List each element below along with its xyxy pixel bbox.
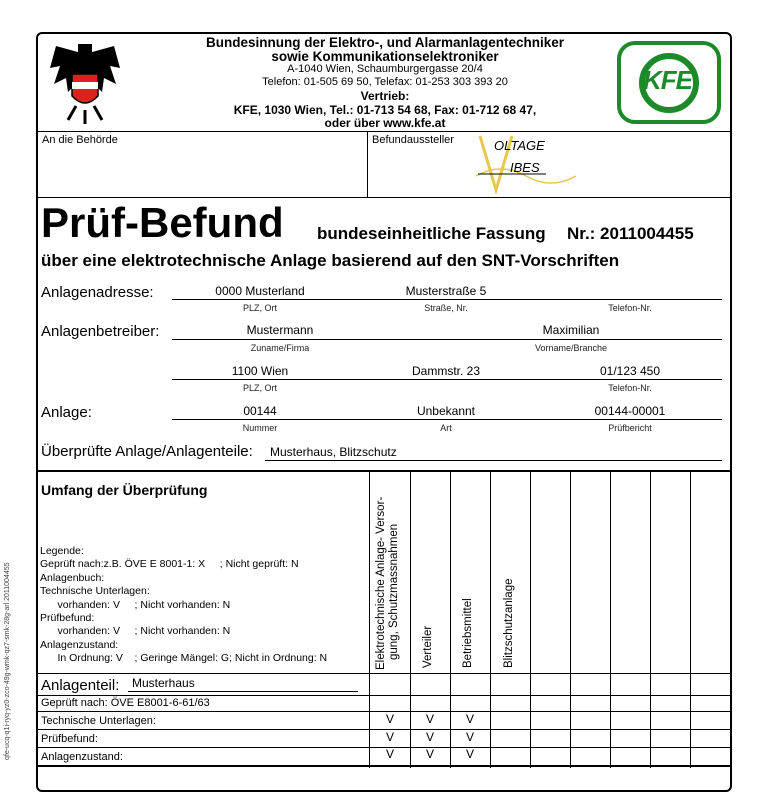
checked-parts-value: Musterhaus, Blitzschutz [270, 445, 397, 459]
anlage-label: Anlage: [41, 404, 92, 421]
address-caption-street: Straße, Nr. [424, 303, 468, 313]
anlage-caption-type: Art [440, 423, 452, 433]
kfe-logo-text: KFE [643, 65, 692, 95]
header-line2: sowie Kommunikationselektroniker [271, 49, 499, 64]
anlage-type: Unbekannt [416, 404, 476, 418]
legend-line: Geprüft nach:z.B. ÖVE E 8001-1: X ; Nicht geprüft: N [40, 558, 299, 571]
legend-line: Technische Unterlagen: [40, 585, 150, 598]
header-line7: oder über www.kfe.at [324, 116, 446, 130]
legend-line: Prüfbefund: [40, 612, 95, 625]
austrian-coat-of-arms-icon [46, 40, 124, 131]
issuer-logo-line2: IBES [510, 160, 540, 175]
anlagenteil-value: Musterhaus [132, 676, 195, 690]
authority-label: An die Behörde [42, 134, 118, 146]
row-mark: V [465, 712, 474, 726]
column-header-lightning: Blitzschutzanlage [503, 578, 515, 668]
anlage-caption-number: Nummer [242, 423, 278, 433]
operator-caption-phone: Telefon-Nr. [608, 383, 652, 393]
legend-line: Anlagenbuch: [40, 571, 105, 584]
title-number: Nr.: 2011004455 [567, 224, 694, 243]
column-header-line: gung, Schutzmassnahmen [388, 523, 401, 660]
anlage-caption-report: Prüfbericht [608, 423, 652, 433]
document-title: Prüf-Befund [41, 199, 284, 246]
anlage-number: 00144 [243, 404, 277, 418]
operator-street: Dammstr. 23 [411, 364, 480, 378]
address-caption-phone: Telefon-Nr. [608, 303, 652, 313]
row-label: Anlagenzustand: [41, 751, 123, 763]
row-mark: V [425, 712, 434, 726]
row-mark: V [465, 747, 474, 761]
address-plz-ort: 0000 Musterland [215, 284, 305, 298]
legend-line: Anlagenzustand: [40, 638, 119, 651]
column-header-equipment: Betriebsmittel [462, 598, 474, 668]
header-line3: A-1040 Wien, Schaumburgergasse 20/4 [287, 63, 483, 75]
header-line4: Telefon: 01-505 69 50, Telefax: 01-253 303 393 20 [262, 76, 508, 88]
operator-plz-ort: 1100 Wien [231, 364, 289, 378]
side-serial-text: qfe-ucq-q1i-ryq-yz0-zco-49g-wmk-qz7-smk-28g-arl 2011004455 [4, 562, 11, 760]
row-mark: V [385, 712, 394, 726]
address-street: Musterstraße 5 [405, 284, 487, 298]
operator-phone: 01/123 450 [599, 364, 661, 378]
row-mark: V [465, 730, 474, 744]
scope-legend [40, 545, 327, 666]
title-subtitle: über eine elektrotechnische Anlage basierend auf den SNT-Vorschriften [41, 251, 620, 270]
operator-label: Anlagenbetreiber: [41, 323, 160, 340]
legend-line: Legende: [40, 545, 84, 557]
column-header-electrical [375, 497, 401, 670]
anlagenteil-label: Anlagenteil: [41, 677, 120, 694]
row-label: Technische Unterlagen: [41, 715, 156, 727]
issuer-label: Befundaussteller [372, 134, 454, 146]
row-label: Geprüft nach: ÖVE E8001-6-61/63 [41, 697, 210, 709]
issuer-logo [476, 132, 576, 194]
kfe-logo [617, 41, 721, 124]
checked-parts-label: Überprüfte Anlage/Anlagenteile: [41, 443, 253, 460]
anlage-report: 00144-00001 [594, 404, 666, 418]
row-mark: V [425, 730, 434, 744]
row-mark: V [385, 730, 394, 744]
address-caption-plz: PLZ, Ort [242, 303, 277, 313]
header-line1: Bundesinnung der Elektro-, und Alarmanlagentechniker [205, 35, 565, 50]
legend-line: In Ordnung: V ; Geringe Mängel: G; Nicht in Ordnung: N [40, 652, 328, 665]
operator-caption-surname: Zuname/Firma [250, 343, 310, 353]
legend-line: vorhanden: V ; Nicht vorhanden: N [40, 625, 231, 638]
address-label: Anlagenadresse: [41, 284, 154, 301]
issuer-logo-line1: OLTAGE [494, 138, 545, 153]
operator-caption-firstname: Vorname/Branche [534, 343, 608, 353]
column-header-distributor: Verteiler [422, 625, 434, 668]
header-line5: Vertrieb: [360, 89, 410, 103]
operator-firstname: Maximilian [542, 323, 600, 337]
title-suffix: bundeseinheitliche Fassung [317, 224, 546, 243]
legend-line: vorhanden: V ; Nicht vorhanden: N [40, 598, 231, 611]
operator-surname: Mustermann [246, 323, 314, 337]
scope-title: Umfang der Überprüfung [41, 482, 208, 498]
row-mark: V [385, 747, 394, 761]
column-header-line: Elektrotechnische Anlage- Versor- [375, 496, 387, 670]
row-label: Prüfbefund: [41, 733, 98, 745]
row-mark: V [425, 747, 434, 761]
header-line6: KFE, 1030 Wien, Tel.: 01-713 54 68, Fax: 01-712 68 47, [233, 103, 537, 117]
operator-caption-plz: PLZ, Ort [242, 383, 277, 393]
